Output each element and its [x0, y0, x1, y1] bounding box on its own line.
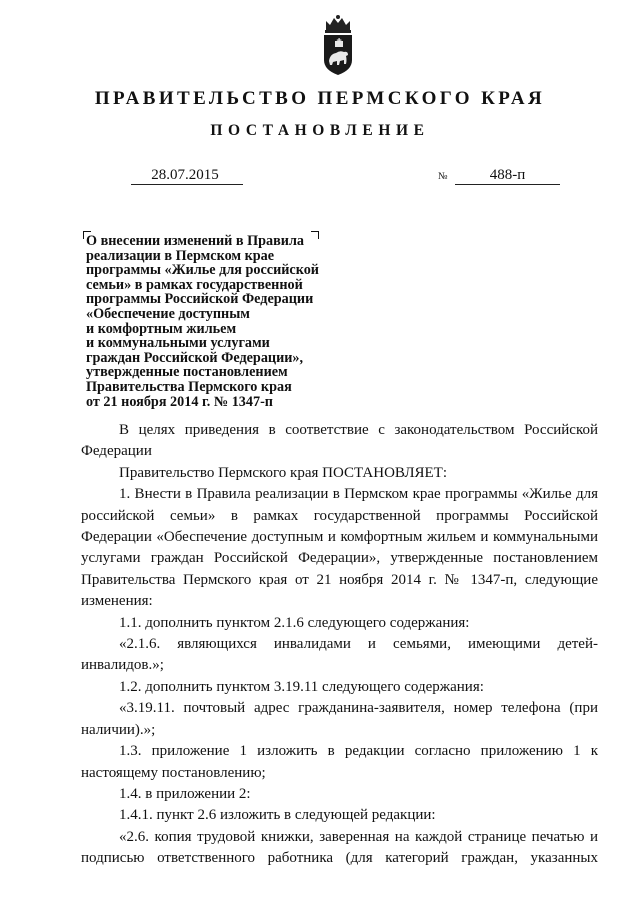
body-paragraph: 1.1. дополнить пунктом 2.1.6 следующего содержания:: [119, 614, 470, 631]
body-paragraph: В целях приведения в соответствие с законодательством Российской Федерации: [81, 422, 598, 460]
body-paragraph: 1.4. в приложении 2:: [119, 785, 251, 802]
document-subject: [86, 234, 336, 409]
subject-line: реализации в Пермском крае: [86, 247, 275, 264]
subject-line: О внесении изменений в Правила: [86, 233, 305, 249]
subject-line: Правительства Пермского края: [86, 378, 292, 395]
subject-line: и комфортным жильем: [86, 320, 237, 337]
government-title: ПРАВИТЕЛЬСТВО ПЕРМСКОГО КРАЯ: [94, 88, 546, 109]
body-paragraph: «3.19.11. почтовый адрес гражданина-заявителя, номер телефона (при наличии).»;: [81, 700, 598, 738]
body-paragraph: «2.6. копия трудовой книжки, заверенная на каждой странице печатью и подписью ответственного работника (для категорий граждан, указанных: [81, 828, 598, 867]
subject-line: от 21 ноября 2014 г. № 1347-п: [86, 393, 273, 410]
subject-line: программы Российской Федерации: [86, 291, 314, 308]
body-paragraph: «2.1.6. являющихся инвалидами и семьями, имеющими детей-инвалидов.»;: [81, 636, 598, 674]
body-paragraph: 1.4.1. пункт 2.6 изложить в следующей редакции:: [119, 807, 436, 824]
subject-line: утвержденные постановлением: [86, 364, 288, 381]
body-paragraph: 1.3. приложение 1 изложить в редакции согласно приложению 1 к настоящему постановлению;: [81, 743, 598, 781]
body-paragraph: Правительство Пермского края ПОСТАНОВЛЯЕТ:: [119, 464, 448, 481]
document-body: [81, 420, 598, 870]
coat-of-arms-emblem: [318, 14, 358, 76]
subject-line: семьи» в рамках государственной: [86, 276, 303, 293]
document-date-field: [131, 166, 243, 185]
body-paragraph: 1. Внести в Правила реализации в Пермском крае программы «Жилье для российской семьи» в рамках государственной программы Российской Федерации «Обеспечение доступным и комфортным жильем и коммунальными услугами граждан Российской Федерации», утвержденные постановлением Правительства Пермского края от 21 ноября 2014 г. № 1347-п, следующие изменения:: [81, 486, 598, 610]
subject-line: граждан Российской Федерации»,: [86, 349, 304, 366]
document-number: 488-п: [489, 167, 526, 183]
document-date: 28.07.2015: [151, 167, 219, 183]
document-number-field: [455, 166, 560, 185]
body-paragraph: 1.2. дополнить пунктом 3.19.11 следующего содержания:: [119, 678, 484, 695]
subject-line: «Обеспечение доступным: [86, 305, 250, 322]
subject-line: программы «Жилье для российской: [86, 262, 319, 279]
subject-line: и коммунальными услугами: [86, 335, 270, 352]
number-sign: №: [438, 171, 448, 182]
document-type-title: ПОСТАНОВЛЕНИЕ: [210, 122, 430, 139]
